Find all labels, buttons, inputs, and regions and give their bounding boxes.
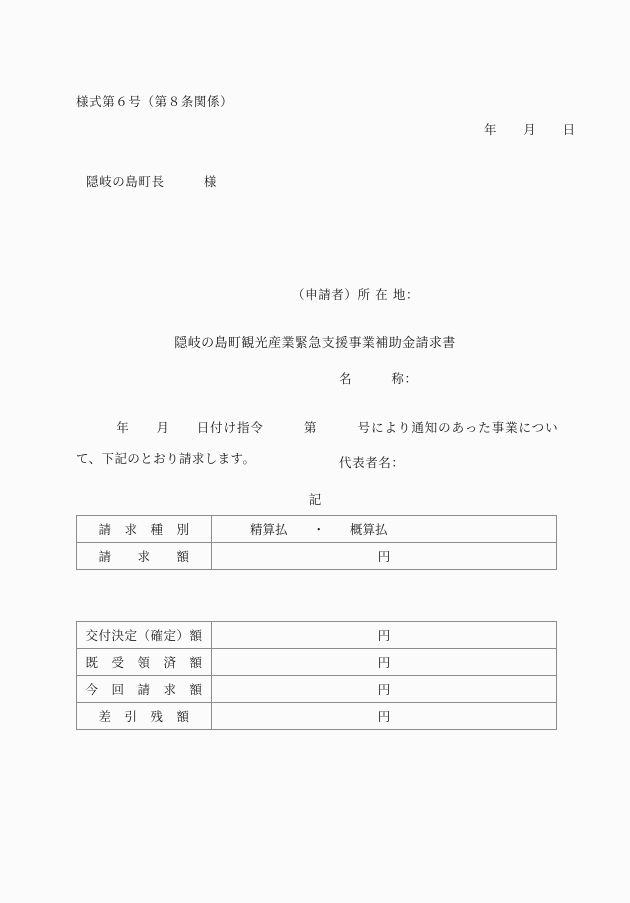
table-row (77, 516, 557, 543)
claim-type-label: 請 求 種 別 (77, 516, 212, 543)
date-line: 年 月 日 (484, 122, 576, 137)
table-row (77, 703, 557, 730)
page-title: 隠岐の島町観光産業緊急支援事業補助金請求書 (174, 336, 456, 351)
current-claim-amount-value[interactable]: 円 (212, 676, 557, 703)
table-row (77, 649, 557, 676)
applicant-info-block (292, 225, 419, 533)
table-row (77, 676, 557, 703)
ki-mark: 記 (308, 492, 322, 507)
claim-amount-label: 請 求 額 (77, 543, 212, 570)
remaining-balance-value[interactable]: 円 (212, 703, 557, 730)
remaining-balance-label: 差 引 残 額 (77, 703, 212, 730)
already-received-amount-label: 既 受 領 済 額 (77, 649, 212, 676)
amounts-table (76, 621, 557, 730)
claim-type-value[interactable]: 精算払 ・ 概算払 (212, 516, 557, 543)
current-claim-amount-label: 今 回 請 求 額 (77, 676, 212, 703)
table-row (77, 543, 557, 570)
grant-decision-amount-label: 交付決定（確定）額 (77, 622, 212, 649)
claim-type-table (76, 515, 557, 570)
already-received-amount-value[interactable]: 円 (212, 649, 557, 676)
body-paragraph: 年 月 日付け指令 第 号により通知のあった事業について、下記のとおり請求します。 (76, 420, 558, 466)
applicant-address-label: （申請者）所 在 地： (292, 287, 420, 302)
table-row (77, 622, 557, 649)
applicant-representative-label: 代表者名： (339, 455, 405, 470)
claim-amount-value[interactable]: 円 (212, 543, 557, 570)
applicant-name-label: 名 称： (339, 371, 418, 386)
form-number: 様式第６号（第８条関係） (76, 94, 234, 109)
grant-decision-amount-value[interactable]: 円 (212, 622, 557, 649)
addressee-line: 隠岐の島町長 様 (86, 174, 218, 189)
